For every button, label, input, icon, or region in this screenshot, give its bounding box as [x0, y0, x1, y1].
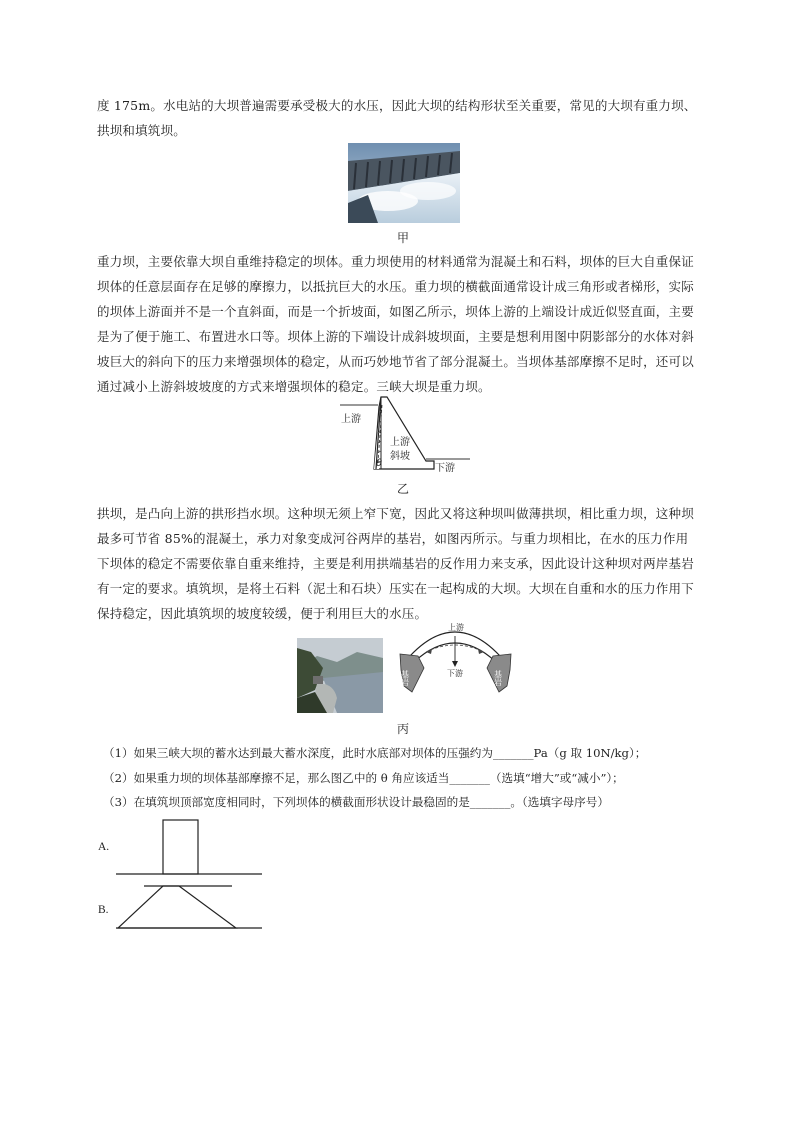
figure-caption-jia: 甲 — [396, 231, 409, 245]
question-1: （1）如果三峡大坝的蓄水达到最大蓄水深度，此时水底部对坝体的压强约为_______Pa（g 取 10N/kg）； — [103, 746, 647, 760]
arch-upstream-label: 上游 — [448, 623, 464, 632]
question-3: （3）在填筑坝顶部宽度相同时，下列坝体的横截面形状设计最稳固的是_______。（选填字母序号） — [103, 795, 609, 809]
bedrock-left-label: 基岩 — [400, 670, 410, 686]
option-a-rectangle-shape — [114, 818, 264, 878]
upstream-slope-label-1: 上游 — [390, 437, 410, 448]
theta-angle-label: θ — [376, 458, 383, 469]
downstream-label: 下游 — [435, 463, 455, 473]
option-b-trapezoid-shape — [114, 883, 264, 931]
figure-caption-bing: 丙 — [396, 722, 409, 736]
gravity-dam-paragraph: 重力坝，主要依靠大坝自重维持稳定的坝体。重力坝使用的材料通常为混凝土和石料，坝体的巨大自重保证坝体的任意层面存在足够的摩擦力，以抵抗巨大的水压。重力坝的横截面通常设计成三角形或者梯形，实际的坝体上游面并不是一个直斜面，而是一个折坡面，如图乙所示，坝体上游的上端设计成近似竖直面，主要是为了便于施工、布置进水口等。坝体上游的下端设计成斜坡坝面，主要是想利用图中阴影部分的水体对斜坡巨大的斜向下的压力来增强坝体的稳定，从而巧妙地节省了部分混凝土。当坝体基部摩擦不足时，还可以通过减小上游斜坡坡度的方式来增强坝体的稳定。三峡大坝是重力坝。 — [97, 254, 694, 394]
intro-paragraph: 度 175m。水电站的大坝普遍需要承受极大的水压，因此大坝的结构形状至关重要，常见的大坝有重力坝、拱坝和填筑坝。 — [97, 98, 697, 138]
arch-dam-paragraph: 拱坝，是凸向上游的拱形挡水坝。这种坝无须上窄下宽，因此又将这种坝叫做薄拱坝，相比重力坝，这种坝最多可节省 85%的混凝土，承力对象变成河谷两岸的基岩，如图丙所示。与重力坝相比，在水的压力作用下坝体的稳定不需要依靠自重来维持，主要是利用拱端基岩的反作用力来支承，因此设计这种坝对两岸基岩有一定的要求。填筑坝，是将土石料（泥土和石块）压实在一起构成的大坝。大坝在自重和水的压力作用下保持稳定，因此填筑坝的坡度较缓，便于利用巨大的水压。 — [97, 506, 694, 621]
option-a-label: A. — [98, 841, 110, 853]
arch-dam-photo-bing — [297, 638, 383, 713]
arch-dam-diagram-bing — [398, 616, 513, 696]
option-b-label: B. — [98, 904, 109, 916]
upstream-label: 上游 — [341, 414, 361, 425]
upstream-slope-label-2: 斜坡 — [390, 451, 410, 462]
figure-caption-yi: 乙 — [396, 482, 409, 496]
gravity-dam-diagram-yi — [338, 393, 473, 473]
dam-photo-jia — [348, 143, 460, 223]
question-2: （2）如果重力坝的坝体基部摩擦不足，那么图乙中的 θ 角应该适当_______（选填“增大”或“减小”）； — [103, 771, 624, 785]
bedrock-right-label: 基岩 — [493, 670, 503, 686]
arch-downstream-label: 下游 — [447, 669, 463, 678]
